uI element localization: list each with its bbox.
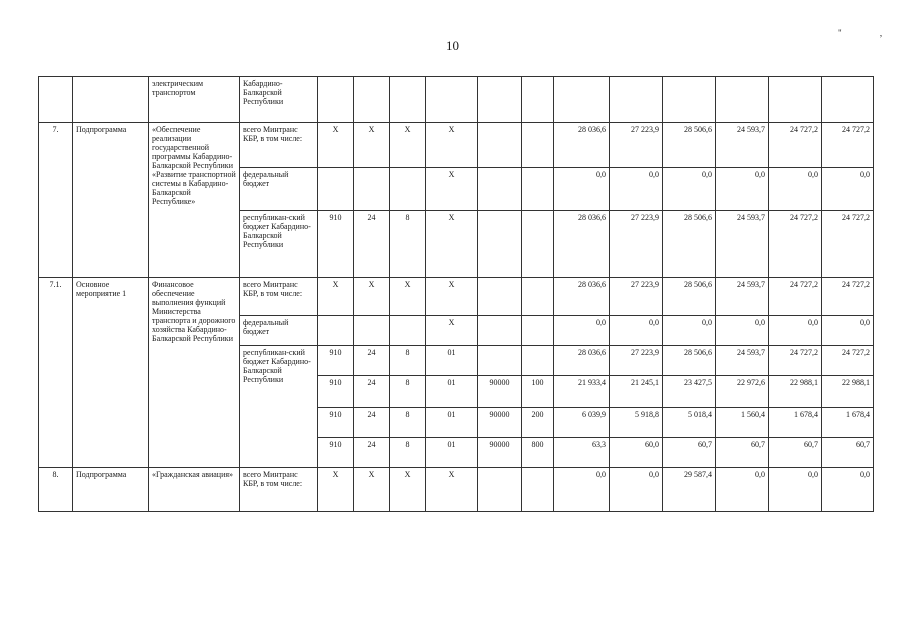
cell-pr	[390, 168, 426, 211]
cell-pr: X	[390, 468, 426, 512]
cell-value: 24 727,2	[769, 278, 822, 316]
cell-value: 1 678,4	[769, 408, 822, 438]
cell-pr: X	[390, 278, 426, 316]
cell-grbs: 910	[318, 438, 354, 468]
cell-value: 0,0	[554, 468, 610, 512]
table-body	[39, 77, 874, 512]
cell-value: 24 593,7	[716, 123, 769, 168]
cell-value: 0,0	[769, 168, 822, 211]
cell-value: 24 727,2	[769, 123, 822, 168]
cell-csr: X	[426, 211, 478, 278]
cell-value: 0,0	[822, 316, 874, 346]
cell-value: 28 036,6	[554, 278, 610, 316]
cell-executor: республикан-ский бюджет Кабардино-Балкарской Республики	[240, 346, 318, 468]
cell-vr	[522, 168, 554, 211]
cell-vr	[522, 346, 554, 376]
cell-grbs: 910	[318, 211, 354, 278]
cell-vr: 200	[522, 408, 554, 438]
cell-number: 7.1.	[39, 278, 73, 468]
cell-value: 63,3	[554, 438, 610, 468]
cell-value: 5 918,8	[610, 408, 663, 438]
cell-value: 0,0	[663, 316, 716, 346]
cell-rz	[354, 316, 390, 346]
cell-value: 0,0	[716, 468, 769, 512]
cell-program-name: «Гражданская авиация»	[149, 468, 240, 512]
table-row	[39, 468, 874, 512]
cell-grbs	[318, 316, 354, 346]
cell-value: 22 988,1	[822, 376, 874, 408]
page-number: 10	[446, 38, 459, 53]
cell-value: 21 933,4	[554, 376, 610, 408]
table-row-continuation	[39, 77, 874, 123]
cell-csr: 01	[426, 438, 478, 468]
cell-grbs	[318, 168, 354, 211]
cell-value: 24 593,7	[716, 346, 769, 376]
cell-grbs: 910	[318, 346, 354, 376]
cell-value: 0,0	[610, 468, 663, 512]
cell-csr2	[478, 278, 522, 316]
cell-grbs: 910	[318, 408, 354, 438]
cell-value: 0,0	[716, 168, 769, 211]
cell-value: 6 039,9	[554, 408, 610, 438]
cell-value: 27 223,9	[610, 211, 663, 278]
cell-grbs: 910	[318, 376, 354, 408]
cell-rz: 24	[354, 211, 390, 278]
cell-rz: X	[354, 468, 390, 512]
cell-value: 0,0	[554, 168, 610, 211]
cell-value: 0,0	[554, 316, 610, 346]
cell-value: 28 036,6	[554, 211, 610, 278]
cell-value: 28 506,6	[663, 346, 716, 376]
cell-executor: всего Минтранс КБР, в том числе:	[240, 278, 318, 316]
budget-table	[38, 76, 874, 512]
cell-status: Основное мероприятие 1	[73, 278, 149, 468]
cell-csr: 01	[426, 408, 478, 438]
cell-executor: федеральный бюджет	[240, 168, 318, 211]
cell-value: 27 223,9	[610, 346, 663, 376]
cell-rz: X	[354, 123, 390, 168]
cell-number: 8.	[39, 468, 73, 512]
cell-csr2	[478, 123, 522, 168]
cell-value: 24 727,2	[769, 211, 822, 278]
cell-rz	[354, 168, 390, 211]
cell-vr: 100	[522, 376, 554, 408]
cell-executor: Кабардино-Балкарской Республики	[240, 77, 318, 123]
cell-value: 28 506,6	[663, 211, 716, 278]
table-row	[39, 123, 874, 168]
cell-pr	[390, 316, 426, 346]
cell-value: 0,0	[716, 316, 769, 346]
cell-rz: 24	[354, 346, 390, 376]
cell-status: Подпрограмма	[73, 468, 149, 512]
cell-vr	[522, 316, 554, 346]
cell-value: 28 506,6	[663, 278, 716, 316]
cell-vr	[522, 278, 554, 316]
cell-value: 24 727,2	[822, 346, 874, 376]
cell-csr: X	[426, 316, 478, 346]
cell-program-name: «Обеспечение реализации государственной программы Кабардино-Балкарской Республики «Развитие транспортной системы в Кабардино-Балкарской Республике»	[149, 123, 240, 278]
cell-csr: 01	[426, 346, 478, 376]
cell-rz: 24	[354, 438, 390, 468]
cell-pr: X	[390, 123, 426, 168]
cell-value: 24 593,7	[716, 211, 769, 278]
cell-csr2	[478, 211, 522, 278]
cell-pr: 8	[390, 438, 426, 468]
cell-value: 0,0	[822, 168, 874, 211]
cell-value: 24 727,2	[822, 211, 874, 278]
cell-csr: X	[426, 168, 478, 211]
cell-value: 24 727,2	[822, 123, 874, 168]
cell-executor: всего Минтранс КБР, в том числе:	[240, 123, 318, 168]
cell-vr	[522, 211, 554, 278]
cell-csr2: 90000	[478, 408, 522, 438]
cell-value: 0,0	[769, 316, 822, 346]
cell-executor: всего Минтранс КБР, в том числе:	[240, 468, 318, 512]
cell-value: 21 245,1	[610, 376, 663, 408]
cell-value: 24 727,2	[822, 278, 874, 316]
cell-program-name: Финансовое обеспечение выполнения функций Министерства транспорта и дорожного хозяйства Кабардино-Балкарской Республики	[149, 278, 240, 468]
cell-value: 23 427,5	[663, 376, 716, 408]
cell-csr2	[478, 316, 522, 346]
cell-value: 24 727,2	[769, 346, 822, 376]
cell-rz: X	[354, 278, 390, 316]
cell-value: 60,7	[822, 438, 874, 468]
cell-value: 60,0	[610, 438, 663, 468]
cell-csr: X	[426, 123, 478, 168]
cell-value: 0,0	[663, 168, 716, 211]
cell-csr2	[478, 168, 522, 211]
cell-value: 1 678,4	[822, 408, 874, 438]
cell-value: 0,0	[610, 168, 663, 211]
cell-value: 0,0	[610, 316, 663, 346]
cell-executor: федеральный бюджет	[240, 316, 318, 346]
cell-rz: 24	[354, 376, 390, 408]
cell-grbs: X	[318, 468, 354, 512]
cell-csr2: 90000	[478, 438, 522, 468]
cell-value: 0,0	[822, 468, 874, 512]
cell-pr: 8	[390, 408, 426, 438]
cell-value: 22 972,6	[716, 376, 769, 408]
cell-executor: республикан-ский бюджет Кабардино-Балкарской Республики	[240, 211, 318, 278]
cell-csr2	[478, 346, 522, 376]
cell-value: 28 506,6	[663, 123, 716, 168]
cell-pr: 8	[390, 376, 426, 408]
cell-value: 24 593,7	[716, 278, 769, 316]
cell-rz: 24	[354, 408, 390, 438]
cell-csr2: 90000	[478, 376, 522, 408]
cell-csr2	[478, 468, 522, 512]
cell-vr: 800	[522, 438, 554, 468]
cell-value: 5 018,4	[663, 408, 716, 438]
cell-status: Подпрограмма	[73, 123, 149, 278]
cell-grbs: X	[318, 123, 354, 168]
cell-name: электрическим транспортом	[149, 77, 240, 123]
cell-csr: 01	[426, 376, 478, 408]
cell-pr: 8	[390, 211, 426, 278]
corner-marks: " ,	[838, 28, 901, 38]
cell-value: 28 036,6	[554, 346, 610, 376]
cell-value: 60,7	[716, 438, 769, 468]
cell-value: 60,7	[663, 438, 716, 468]
cell-csr: X	[426, 468, 478, 512]
cell-pr: 8	[390, 346, 426, 376]
cell-value: 29 587,4	[663, 468, 716, 512]
cell-value: 22 988,1	[769, 376, 822, 408]
table-row	[39, 278, 874, 316]
cell-value: 27 223,9	[610, 278, 663, 316]
cell-number: 7.	[39, 123, 73, 278]
cell-value: 1 560,4	[716, 408, 769, 438]
cell-value: 60,7	[769, 438, 822, 468]
cell-vr	[522, 468, 554, 512]
cell-value: 0,0	[769, 468, 822, 512]
cell-grbs: X	[318, 278, 354, 316]
cell-csr: X	[426, 278, 478, 316]
cell-value: 27 223,9	[610, 123, 663, 168]
cell-vr	[522, 123, 554, 168]
cell-value: 28 036,6	[554, 123, 610, 168]
